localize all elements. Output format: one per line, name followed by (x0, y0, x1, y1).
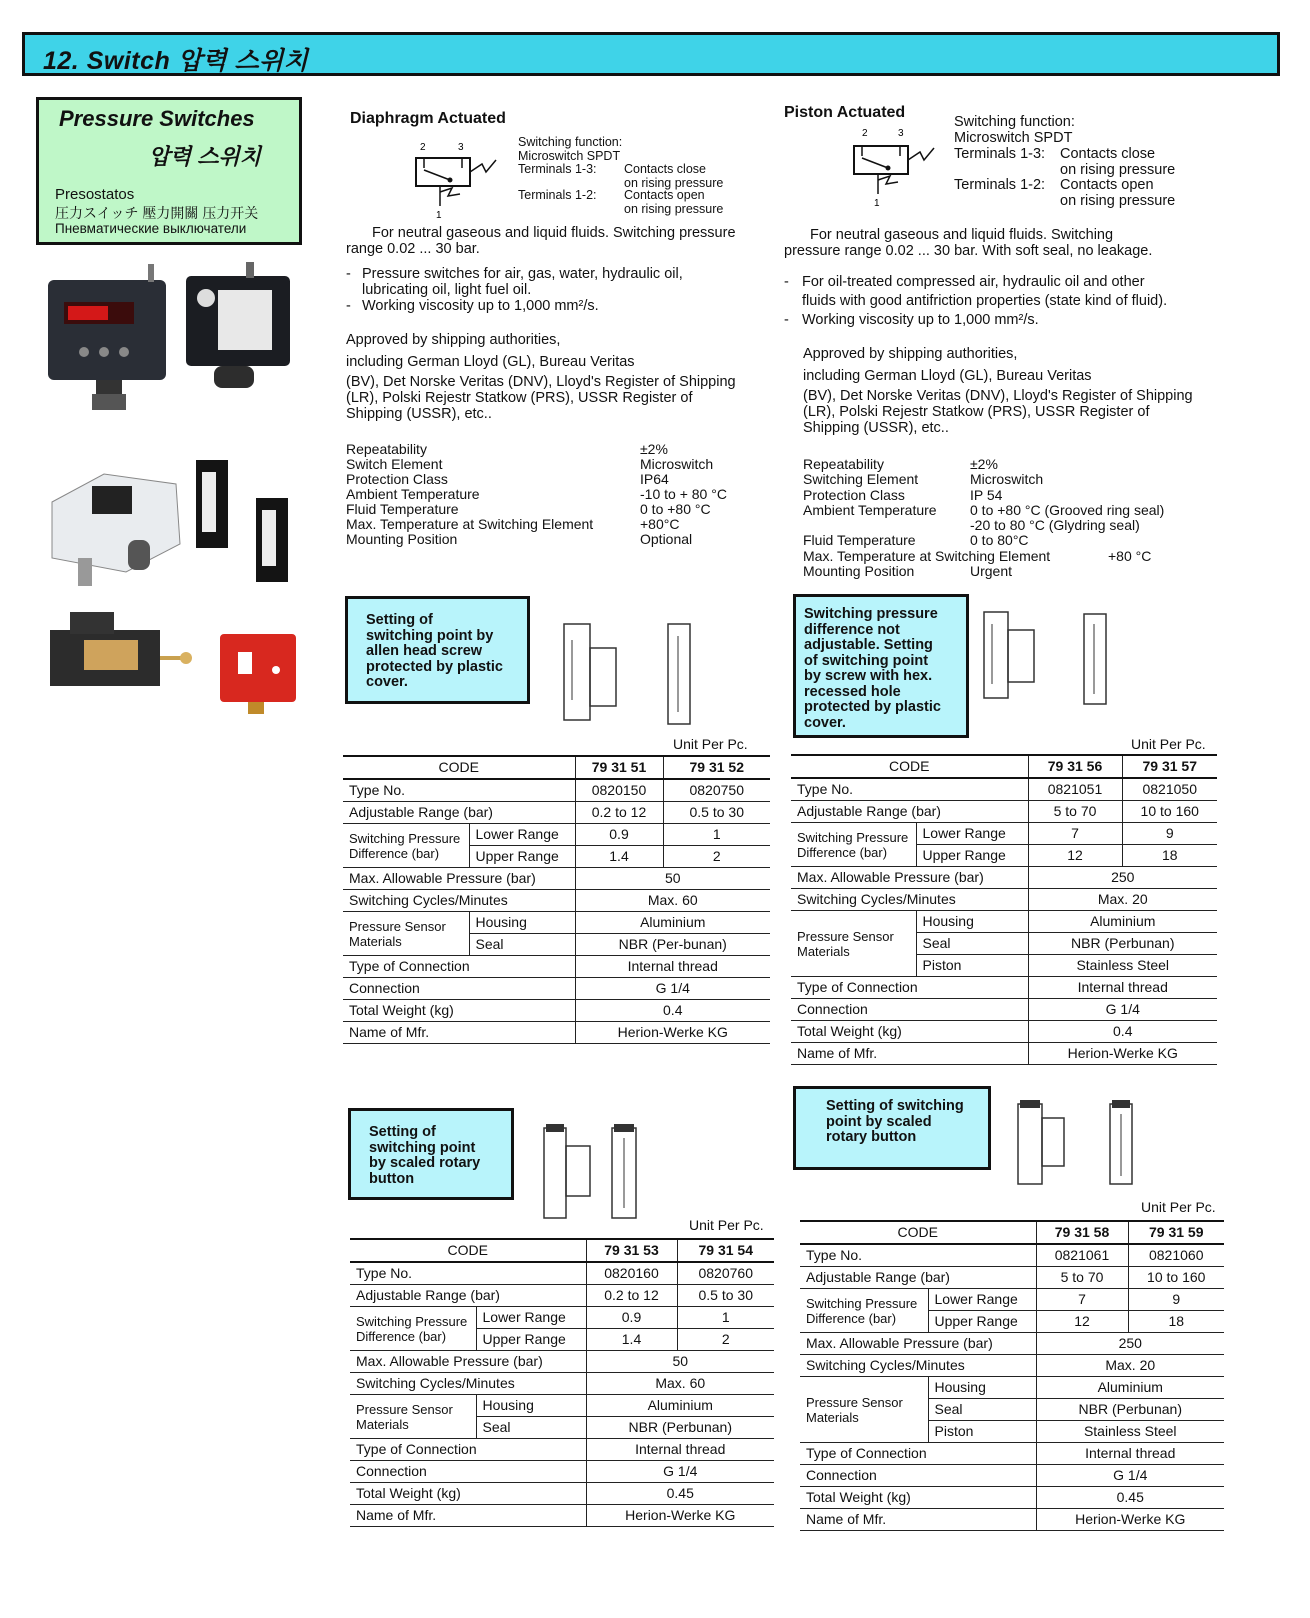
product-photo-display-switch (48, 264, 166, 410)
piston-spec-labels: Repeatability Switching Element Protection Class Ambient Temperature Fluid Temperature Max. Temperature at Switching Element Mounting Position (803, 456, 1051, 580)
unit-label-4: Unit Per Pc. (1141, 1199, 1216, 1215)
piston-terminals-13-text: Contacts close on rising pressure (1060, 146, 1176, 178)
unit-label-2: Unit Per Pc. (1131, 736, 1206, 752)
product-photo-danfoss-switch (52, 474, 180, 586)
intro-title-jp-cn: 圧力スイッチ 壓力開關 压力开关 (55, 205, 259, 221)
intro-title-ru: Пневматические выключатели (55, 221, 247, 236)
spec-table-3: CODE 79 31 53 79 31 54 Type No. 0820160 0820760 Adjustable Range (bar) 0.2 to 12 0.5 to 30 Switching Pressure Difference (bar) Lower Range 0.9 1 Upper Range 1.4 2 Max. Allowable Pressure (bar) 50 Switching Cycles/Minutes Max. 60 Pressure Sensor Materials Housing Aluminium Seal NBR (Perbunan) Type of Connection Internal thread Connection G 1/4 Total Weight (kg) 0.45 Name of Mfr. Herion-Werke KG (350, 1238, 774, 1527)
product-photo-valve-switch (50, 612, 192, 686)
diaphragm-switch-function: Switching function: Microswitch SPDT (518, 135, 623, 163)
terminal-1-label: 1 (874, 198, 880, 208)
switch-drawing-3 (538, 1124, 648, 1224)
switch-drawing-1 (556, 620, 706, 730)
feature-box-hex-screw: Switching pressure difference not adjustable. Setting of switching point by screw with hex. recessed hole protected by plastic cover. (793, 594, 969, 738)
switch-schematic-diaphragm (410, 138, 510, 222)
diaphragm-spec-values: ±2% Microswitch IP64 -10 to + 80 °C 0 to +80 °C +80°C Optional (640, 441, 727, 547)
terminal-3-label: 3 (458, 142, 464, 153)
switch-drawing-4 (1012, 1100, 1142, 1190)
page-title: 12. Switch 압력 스위치 (43, 47, 309, 75)
piston-heading: Piston Actuated (784, 104, 906, 121)
piston-approvals: Approved by shipping authorities, including German Lloyd (GL), Bureau Veritas (BV), Det Norske Veritas (DNV), Lloyd's Register of Shipping (LR), Polski Rejestr Statkow (PRS), USSR Register of Shipping (USSR), etc.. (803, 346, 1193, 436)
terminal-3-label: 3 (898, 128, 904, 139)
diaphragm-approvals: Approved by shipping authorities, including German Lloyd (GL), Bureau Veritas (BV), Det Norske Veritas (DNV), Lloyd's Register of Shipping (LR), Polski Rejestr Statkow (PRS), USSR Register of Shipping (USSR), etc.. (346, 332, 736, 422)
product-photo-red-switch (220, 634, 296, 714)
terminal-2-label: 2 (862, 128, 868, 139)
diaphragm-terminals-12-text: Contacts open on rising pressure (624, 188, 724, 216)
piston-terminals-13-label: Terminals 1-3: (954, 146, 1046, 162)
intro-title-en: Pressure Switches (59, 106, 255, 131)
piston-terminals-12-text: Contacts open on rising pressure (1060, 177, 1176, 209)
piston-spec-values: ±2% Microswitch IP 54 0 to +80 °C (Grooved ring seal) -20 to 80 °C (Glydring seal) 0 to 80°C +80 °C Urgent (970, 456, 1165, 580)
feature-box-rotary-button-1: Setting of switching point by scaled rotary button (348, 1108, 514, 1200)
diaphragm-heading: Diaphragm Actuated (350, 110, 506, 127)
page-header (22, 32, 1280, 76)
diaphragm-bullets: - Pressure switches for air, gas, water, hydraulic oil, lubricating oil, light fuel oil. - Working viscosity up to 1,000 mm²/s. (346, 266, 683, 314)
diaphragm-description: For neutral gaseous and liquid fluids. Switching pressure range 0.02 ... 30 bar. (346, 225, 736, 257)
piston-description: For neutral gaseous and liquid fluids. Switching pressure range 0.02 ... 30 bar. With soft seal, no leakage. (784, 227, 1153, 259)
intro-box (36, 97, 302, 245)
unit-label-1: Unit Per Pc. (673, 736, 748, 752)
diaphragm-spec-labels: Repeatability Switch Element Protection Class Ambient Temperature Fluid Temperature Max. Temperature at Switching Element Mounting Position (346, 441, 594, 547)
product-photo-black-box-switch (186, 262, 290, 388)
piston-bullets: - For oil-treated compressed air, hydraulic oil and other fluids with good antifriction properties (state kind of fluid). - Working viscosity up to 1,000 mm²/s. (784, 274, 1168, 328)
piston-switch-function: Switching function: Microswitch SPDT (954, 114, 1075, 146)
diaphragm-terminals-13-text: Contacts close on rising pressure (624, 162, 724, 190)
spec-table-1: CODE 79 31 51 79 31 52 Type No. 0820150 0820750 Adjustable Range (bar) 0.2 to 12 0.5 to 30 Switching Pressure Difference (bar) Lower Range 0.9 1 Upper Range 1.4 2 Max. Allowable Pressure (bar) 50 Switching Cycles/Minutes Max. 60 Pressure Sensor Materials Housing Aluminium Seal NBR (Per-bunan) Type of Connection Internal thread Connection G 1/4 Total Weight (kg) 0.4 Name of Mfr. Herion-Werke KG (343, 755, 770, 1044)
intro-title-es: Presostatos (55, 186, 135, 203)
switch-drawing-2 (978, 608, 1128, 708)
product-photos (44, 262, 304, 722)
unit-label-3: Unit Per Pc. (689, 1217, 764, 1233)
piston-terminals-12-label: Terminals 1-2: (954, 177, 1046, 193)
product-photo-slim-switches (196, 460, 288, 582)
spec-table-4: CODE 79 31 58 79 31 59 Type No. 0821061 0821060 Adjustable Range (bar) 5 to 70 10 to 160 Switching Pressure Difference (bar) Lower Range 7 9 Upper Range 12 18 Max. Allowable Pressure (bar) 250 Switching Cycles/Minutes Max. 20 Pressure Sensor Materials Housing Aluminium Seal NBR (Perbunan) Piston Stainless Steel Type of Connection Internal thread Connection G 1/4 Total Weight (kg) 0.45 Name of Mfr. Herion-Werke KG (800, 1220, 1224, 1531)
terminal-2-label: 2 (420, 142, 426, 153)
spec-table-2: CODE 79 31 56 79 31 57 Type No. 0821051 0821050 Adjustable Range (bar) 5 to 70 10 to 160 Switching Pressure Difference (bar) Lower Range 7 9 Upper Range 12 18 Max. Allowable Pressure (bar) 250 Switching Cycles/Minutes Max. 20 Pressure Sensor Materials Housing Aluminium Seal NBR (Perbunan) Piston Stainless Steel Type of Connection Internal thread Connection G 1/4 Total Weight (kg) 0.4 Name of Mfr. Herion-Werke KG (791, 754, 1217, 1065)
feature-box-rotary-button-2: Setting of switching point by scaled rotary button (793, 1086, 991, 1170)
diaphragm-terminals-12-label: Terminals 1-2: (518, 188, 597, 202)
feature-box-allen-screw: Setting of switching point by allen head screw protected by plastic cover. (345, 596, 530, 704)
terminal-1-label: 1 (436, 210, 442, 221)
diaphragm-terminals-13-label: Terminals 1-3: (518, 162, 597, 176)
switch-schematic-piston (848, 124, 948, 208)
intro-title-kr: 압력 스위치 (148, 144, 261, 169)
